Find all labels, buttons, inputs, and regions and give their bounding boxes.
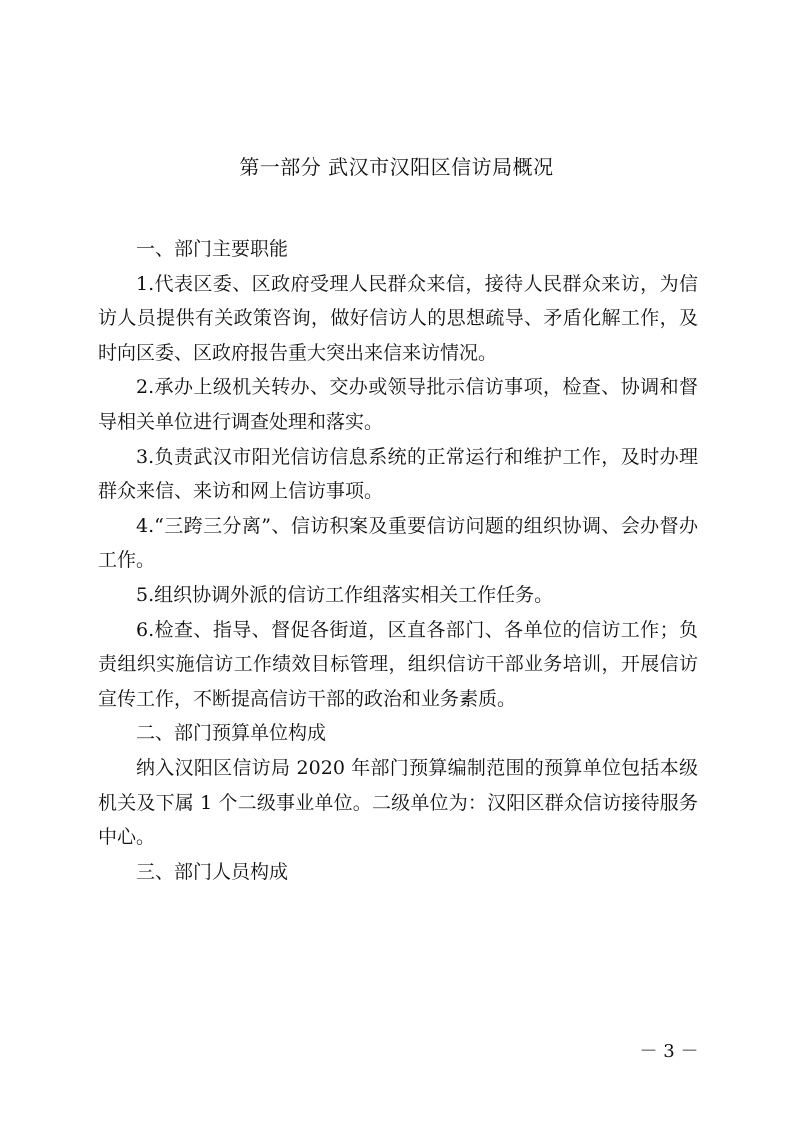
budget-units-paragraph: 纳入汉阳区信访局 2020 年部门预算编制范围的预算单位包括本级机关及下属 1 个二级事业单位。二级单位为：汉阳区群众信访接待服务中心。 [98,756,698,849]
function-item-6: 6.检查、指导、督促各街道，区直各部门、各单位的信访工作；负责组织实施信访工作绩效目标管理，组织信访干部业务培训，开展信访宣传工作，不断提高信访干部的政治和业务素质。 [98,618,698,710]
section-heading-personnel: 三、部门人员构成 [136,860,289,883]
function-item-1: 1.代表区委、区政府受理人民群众来信，接待人民群众来访，为信访人员提供有关政策咨询，做好信访人的思想疏导、矛盾化解工作，及时向区委、区政府报告重大突出来信来访情况。 [98,272,698,364]
document-body [98,232,698,889]
section-heading-budget-units: 二、部门预算单位构成 [136,722,327,745]
function-item-3: 3.负责武汉市阳光信访信息系统的正常运行和维护工作，及时办理群众来信、来访和网上信访事项。 [98,445,698,503]
page-number: － 3 － [639,1041,699,1062]
page-title: 第一部分 武汉市汉阳区信访局概况 [239,155,554,179]
section-heading-main-functions: 一、部门主要职能 [136,238,289,260]
function-item-2: 2.承办上级机关转办、交办或领导批示信访事项，检查、协调和督导相关单位进行调查处理和落实。 [98,376,698,433]
function-item-5: 5.组织协调外派的信访工作组落实相关工作任务。 [136,583,554,606]
function-item-4: 4.“三跨三分离”、信访积案及重要信访问题的组织协调、会办督办工作。 [98,514,698,572]
